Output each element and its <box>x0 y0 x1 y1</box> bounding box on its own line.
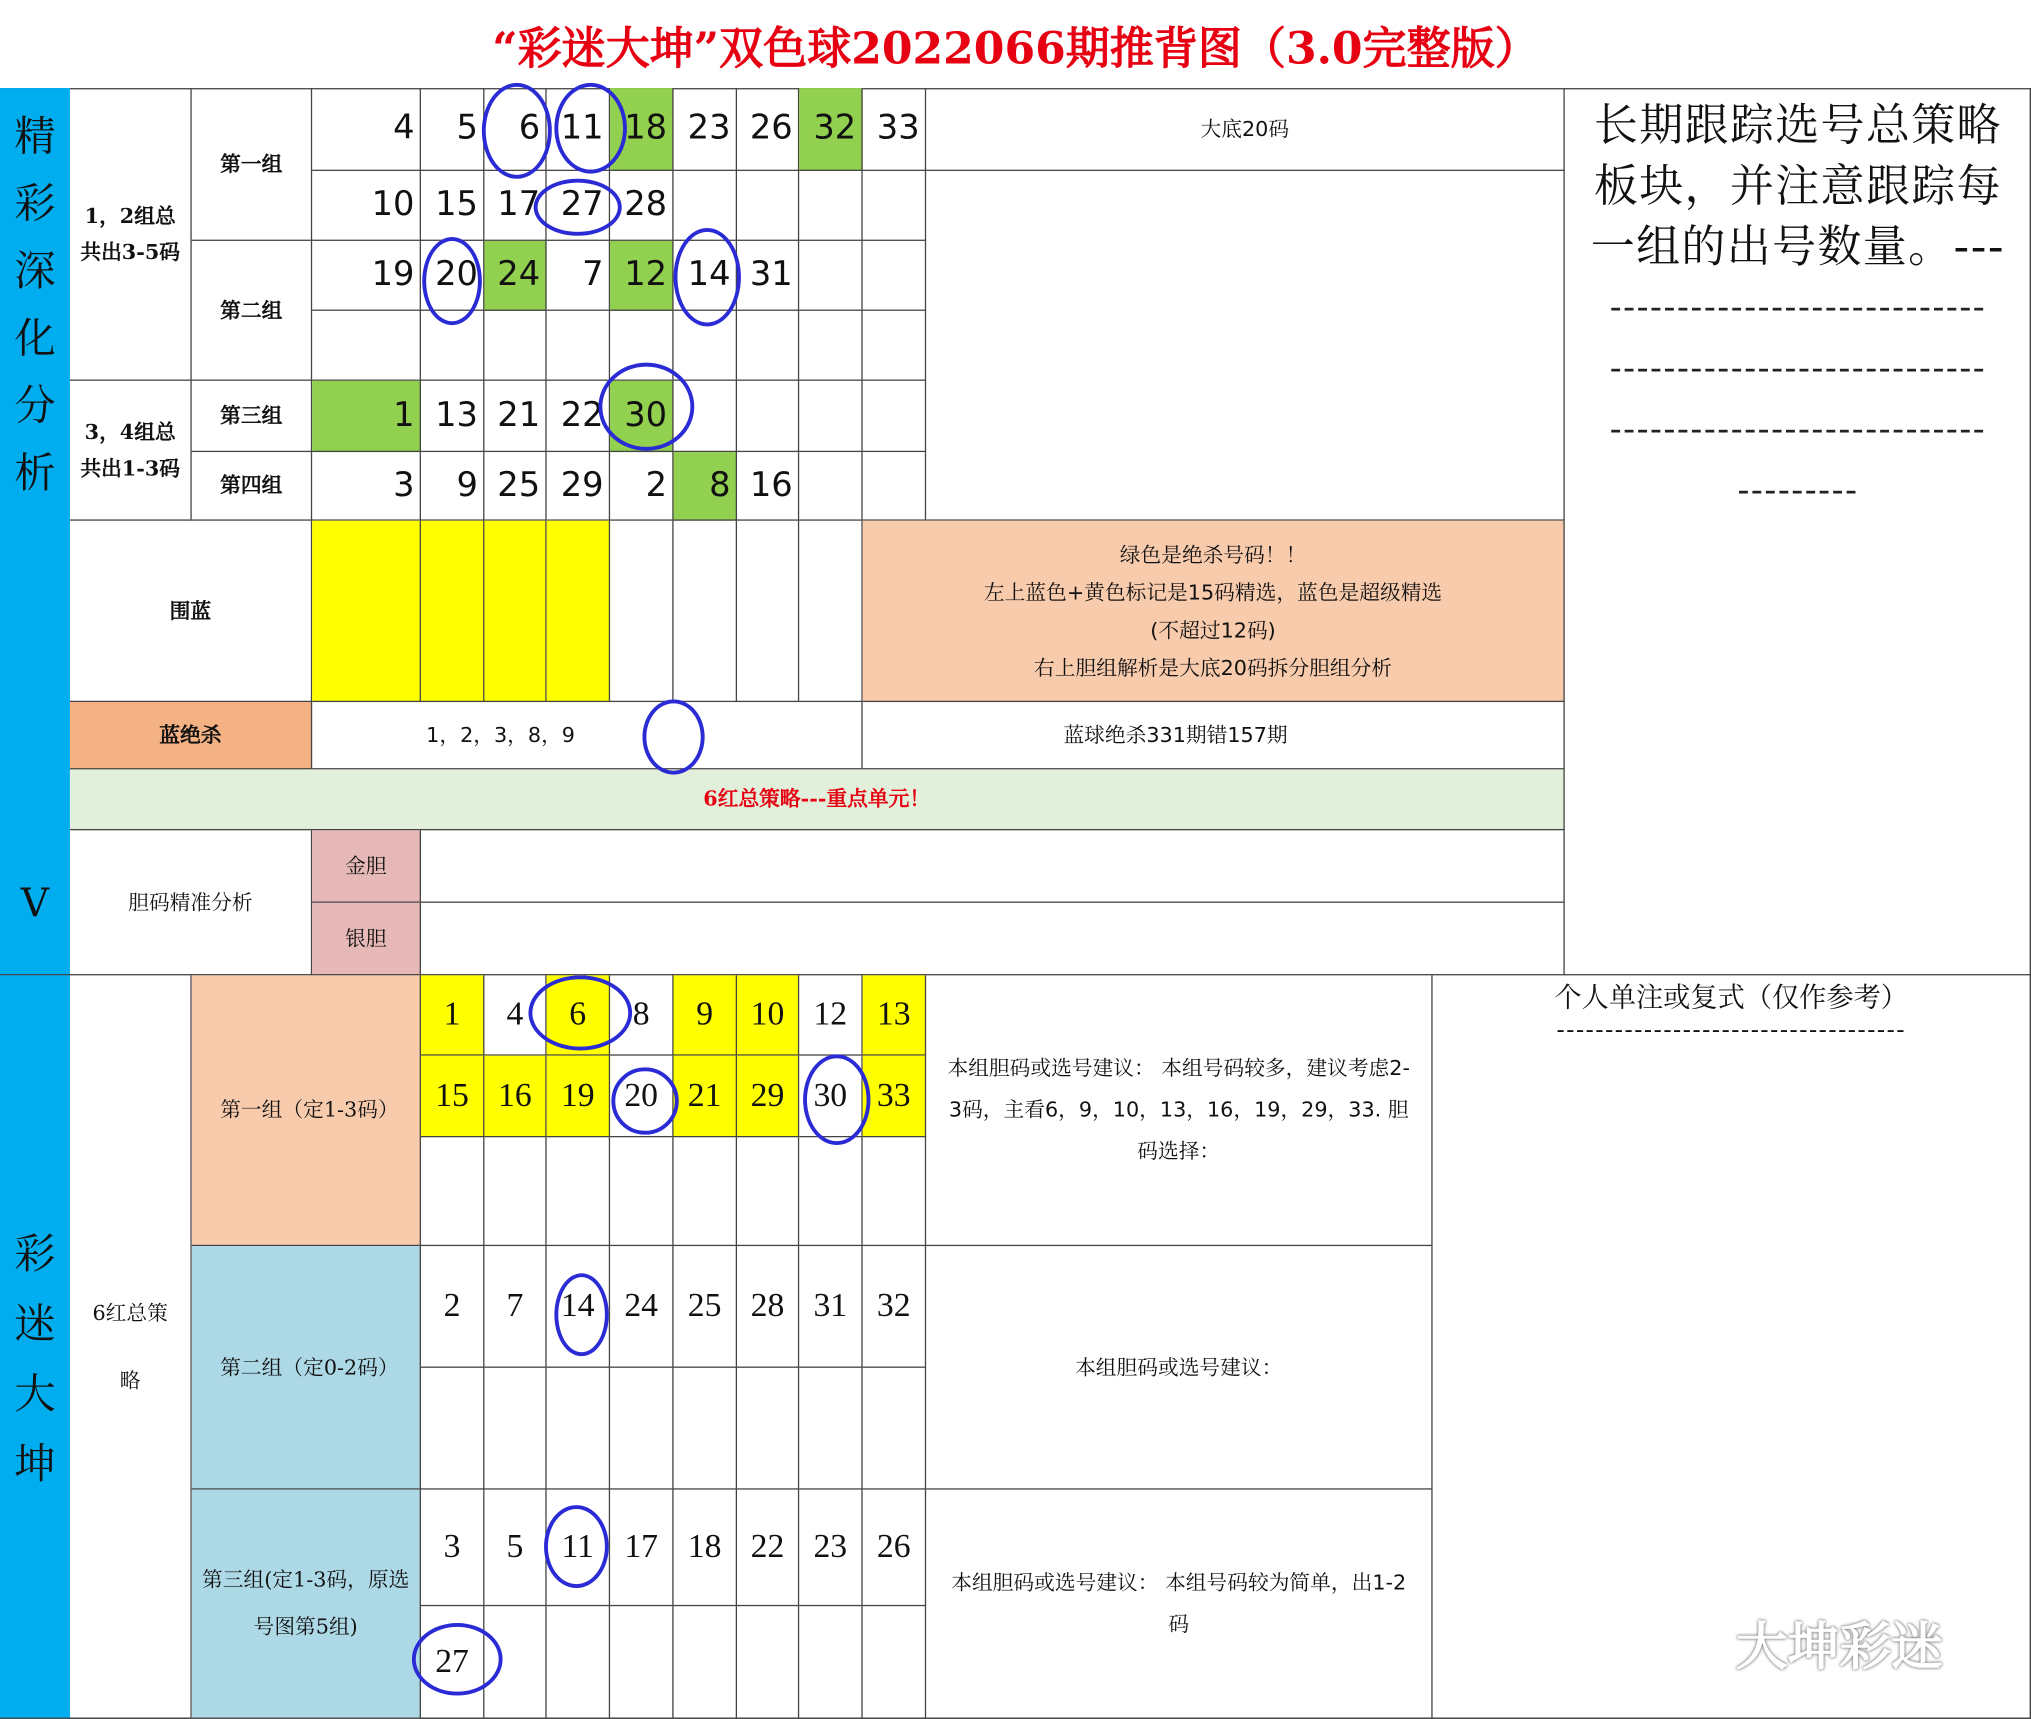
six-red-number-cell <box>421 1368 484 1490</box>
six-red-group2-label: 第二组（定0-2码） <box>192 1246 421 1490</box>
silver-dan-value <box>421 903 1565 976</box>
six-red-number-cell <box>547 1368 610 1490</box>
six-red-number-cell: 8 <box>610 975 673 1055</box>
lanjuesha-label: 蓝绝杀 <box>70 702 312 769</box>
lanjuesha-record: 蓝球绝杀331期错157期 <box>863 702 1565 769</box>
six-red-number-cell: 2 <box>421 1246 484 1368</box>
danma-label: 胆码精准分析 <box>70 830 312 975</box>
six-red-number-cell <box>484 1137 546 1246</box>
number-cell <box>484 311 546 381</box>
number-cell: 18 <box>610 88 673 171</box>
number-cell: 20 <box>421 241 484 311</box>
six-red-number-cell: 26 <box>863 1490 926 1607</box>
six-red-number-cell: 20 <box>610 1056 673 1138</box>
six-red-number-cell <box>547 1137 610 1246</box>
side-label-bottom <box>0 975 70 1719</box>
weilan-cell <box>312 521 421 702</box>
six-red-number-cell: 1 <box>421 975 484 1055</box>
side-label-char: 分 <box>14 380 56 431</box>
number-cell <box>674 311 737 381</box>
six-red-number-cell <box>799 1368 862 1490</box>
six-red-number-cell: 27 <box>421 1606 484 1719</box>
six-red-number-cell <box>610 1606 673 1719</box>
number-cell: 16 <box>737 452 799 521</box>
weilan-cell <box>484 521 546 702</box>
side-label-char: 彩 <box>14 178 56 228</box>
personal-dash: ------------------------------------ <box>1556 1016 1906 1045</box>
six-red-number-cell: 3 <box>421 1490 484 1607</box>
side-label-char: 精 <box>14 111 56 161</box>
number-cell: 8 <box>674 452 737 521</box>
six-red-number-cell: 23 <box>799 1490 862 1607</box>
number-cell: 6 <box>484 88 546 171</box>
six-red-number-cell <box>674 1606 737 1719</box>
number-cell: 19 <box>312 241 421 311</box>
side-label-char: 析 <box>14 448 56 498</box>
number-cell <box>737 381 799 452</box>
number-cell: 29 <box>547 452 610 521</box>
number-cell <box>799 241 862 311</box>
number-cell: 32 <box>799 88 862 171</box>
six-red-number-cell: 18 <box>674 1490 737 1607</box>
side-label-char: 坤 <box>14 1439 56 1489</box>
six-red-number-cell: 15 <box>421 1056 484 1138</box>
dadi-empty <box>926 171 1565 521</box>
banner-key-unit: 6红总策略---重点单元！ <box>70 769 1565 830</box>
six-red-number-cell: 24 <box>610 1246 673 1368</box>
six-red-label: 6红总策略 <box>70 975 192 1719</box>
six-red-number-cell: 30 <box>799 1056 862 1138</box>
six-red-number-cell: 32 <box>863 1246 926 1368</box>
silver-dan-label: 银胆 <box>312 903 421 976</box>
six-red-number-cell <box>674 1137 737 1246</box>
number-cell: 31 <box>737 241 799 311</box>
number-cell: 24 <box>484 241 546 311</box>
weilan-cell <box>610 521 673 702</box>
six-red-number-cell <box>737 1606 799 1719</box>
six-red-number-cell: 33 <box>863 1056 926 1138</box>
six-red-number-cell <box>484 1606 546 1719</box>
right-strategy <box>1565 88 2031 975</box>
number-cell <box>547 311 610 381</box>
side-label-char: 深 <box>14 246 56 296</box>
number-cell: 26 <box>737 88 799 171</box>
six-red-number-cell: 4 <box>484 975 546 1055</box>
group3-advice: 本组胆码或选号建议： 本组号码较为简单，出1-2码 <box>926 1490 1432 1719</box>
number-cell: 13 <box>421 381 484 452</box>
six-red-number-cell: 12 <box>799 975 862 1055</box>
number-cell: 15 <box>421 171 484 241</box>
group2-label: 第二组 <box>192 241 312 381</box>
number-cell: 2 <box>610 452 673 521</box>
weilan-cell <box>421 521 484 702</box>
side-label-top <box>0 88 70 975</box>
strategy-dash: ---------------------------- <box>1609 349 1987 389</box>
number-cell: 27 <box>547 171 610 241</box>
number-cell <box>674 381 737 452</box>
six-red-number-cell <box>674 1368 737 1490</box>
six-red-number-cell: 10 <box>737 975 799 1055</box>
number-cell: 14 <box>674 241 737 311</box>
strategy-text: 长期跟踪选号总策略板块，并注意跟踪每一组的出号数量。--- <box>1590 99 2006 274</box>
number-cell: 3 <box>312 452 421 521</box>
weilan-cell <box>737 521 799 702</box>
number-cell: 21 <box>484 381 546 452</box>
weilan-label: 围蓝 <box>70 521 312 702</box>
six-red-number-cell <box>421 1137 484 1246</box>
number-cell <box>799 311 862 381</box>
number-cell <box>610 311 673 381</box>
six-red-number-cell: 16 <box>484 1056 546 1138</box>
lanjuesha-numbers: 1，2，3，8，9 <box>312 702 863 769</box>
strategy-dash: ---------------------------- <box>1609 288 1987 328</box>
six-red-number-cell <box>799 1137 862 1246</box>
gold-dan-label: 金胆 <box>312 830 421 903</box>
note-groups-12: 1，2组总共出3-5码 <box>70 88 192 381</box>
side-label-char: 大 <box>14 1369 56 1419</box>
six-red-number-cell: 21 <box>674 1056 737 1138</box>
number-cell <box>737 171 799 241</box>
number-cell: 30 <box>610 381 673 452</box>
six-red-number-cell <box>737 1137 799 1246</box>
weilan-note-line: 绿色是绝杀号码！！ <box>1119 542 1307 567</box>
weilan-note-line: (不超过12码) <box>1150 617 1276 642</box>
six-red-number-cell: 6 <box>547 975 610 1055</box>
group2-advice: 本组胆码或选号建议： <box>926 1246 1432 1490</box>
number-cell <box>737 311 799 381</box>
six-red-number-cell: 28 <box>737 1246 799 1368</box>
strategy-dash: --------- <box>1737 471 1859 511</box>
number-cell: 17 <box>484 171 546 241</box>
weilan-note <box>863 521 1565 702</box>
number-cell <box>863 171 926 241</box>
weilan-cell <box>799 521 862 702</box>
number-cell: 28 <box>610 171 673 241</box>
six-red-number-cell <box>484 1368 546 1490</box>
personal-title: 个人单注或复式（仅作参考） <box>1554 981 1908 1013</box>
number-cell <box>799 381 862 452</box>
six-red-number-cell: 11 <box>547 1490 610 1607</box>
dadi-label: 大底20码 <box>926 88 1565 171</box>
number-cell <box>863 381 926 452</box>
six-red-number-cell: 9 <box>674 975 737 1055</box>
number-cell <box>312 311 421 381</box>
six-red-number-cell: 13 <box>863 975 926 1055</box>
number-cell <box>863 452 926 521</box>
number-cell: 9 <box>421 452 484 521</box>
number-cell: 23 <box>674 88 737 171</box>
six-red-number-cell <box>610 1368 673 1490</box>
note-groups-34: 3，4组总共出1-3码 <box>70 381 192 521</box>
weilan-note-line: 左上蓝色+黄色标记是15码精选，蓝色是超级精选 <box>983 579 1443 605</box>
number-cell: 1 <box>312 381 421 452</box>
side-label-char: 彩 <box>14 1229 56 1279</box>
number-cell <box>863 311 926 381</box>
number-cell: 33 <box>863 88 926 171</box>
page-title: “彩迷大坤”双色球2022066期推背图（3.0完整版） <box>492 22 1539 75</box>
six-red-number-cell <box>863 1137 926 1246</box>
watermark: 大坤彩迷 <box>1735 1617 1943 1678</box>
six-red-number-cell <box>863 1606 926 1719</box>
six-red-number-cell <box>799 1606 862 1719</box>
six-red-group1-label: 第一组（定1-3码） <box>192 975 421 1246</box>
six-red-number-cell <box>863 1368 926 1490</box>
number-cell <box>863 241 926 311</box>
group1-label: 第一组 <box>192 88 312 241</box>
number-cell: 25 <box>484 452 546 521</box>
group4-label: 第四组 <box>192 452 312 521</box>
number-cell: 22 <box>547 381 610 452</box>
six-red-number-cell: 25 <box>674 1246 737 1368</box>
number-cell: 10 <box>312 171 421 241</box>
number-cell: 7 <box>547 241 610 311</box>
six-red-number-cell: 14 <box>547 1246 610 1368</box>
six-red-number-cell: 5 <box>484 1490 546 1607</box>
number-cell: 11 <box>547 88 610 171</box>
six-red-number-cell <box>547 1606 610 1719</box>
six-red-number-cell: 19 <box>547 1056 610 1138</box>
side-label-char: 迷 <box>14 1299 56 1349</box>
number-cell: 4 <box>312 88 421 171</box>
number-cell <box>421 311 484 381</box>
six-red-number-cell: 31 <box>799 1246 862 1368</box>
weilan-cell <box>674 521 737 702</box>
number-cell: 5 <box>421 88 484 171</box>
side-label-mid: V <box>20 880 49 927</box>
six-red-number-cell: 22 <box>737 1490 799 1607</box>
six-red-number-cell: 29 <box>737 1056 799 1138</box>
strategy-dash: ---------------------------- <box>1609 410 1987 450</box>
six-red-number-cell <box>610 1137 673 1246</box>
group3-label: 第三组 <box>192 381 312 452</box>
number-cell <box>799 171 862 241</box>
six-red-number-cell <box>737 1368 799 1490</box>
six-red-number-cell: 17 <box>610 1490 673 1607</box>
six-red-group3-label: 第三组(定1-3码，原选号图第5组) <box>192 1490 421 1719</box>
group1-advice: 本组胆码或选号建议： 本组号码较多，建议考虑2-3码，主看6，9，10，13，16，19，29，33. 胆码选择： <box>926 975 1432 1246</box>
side-label-char: 化 <box>14 313 56 363</box>
number-cell <box>674 171 737 241</box>
six-red-number-cell: 7 <box>484 1246 546 1368</box>
weilan-note-line: 右上胆组解析是大底20码拆分胆组分析 <box>1034 654 1393 680</box>
weilan-cell <box>547 521 610 702</box>
gold-dan-value <box>421 830 1565 903</box>
number-cell: 12 <box>610 241 673 311</box>
number-cell <box>799 452 862 521</box>
